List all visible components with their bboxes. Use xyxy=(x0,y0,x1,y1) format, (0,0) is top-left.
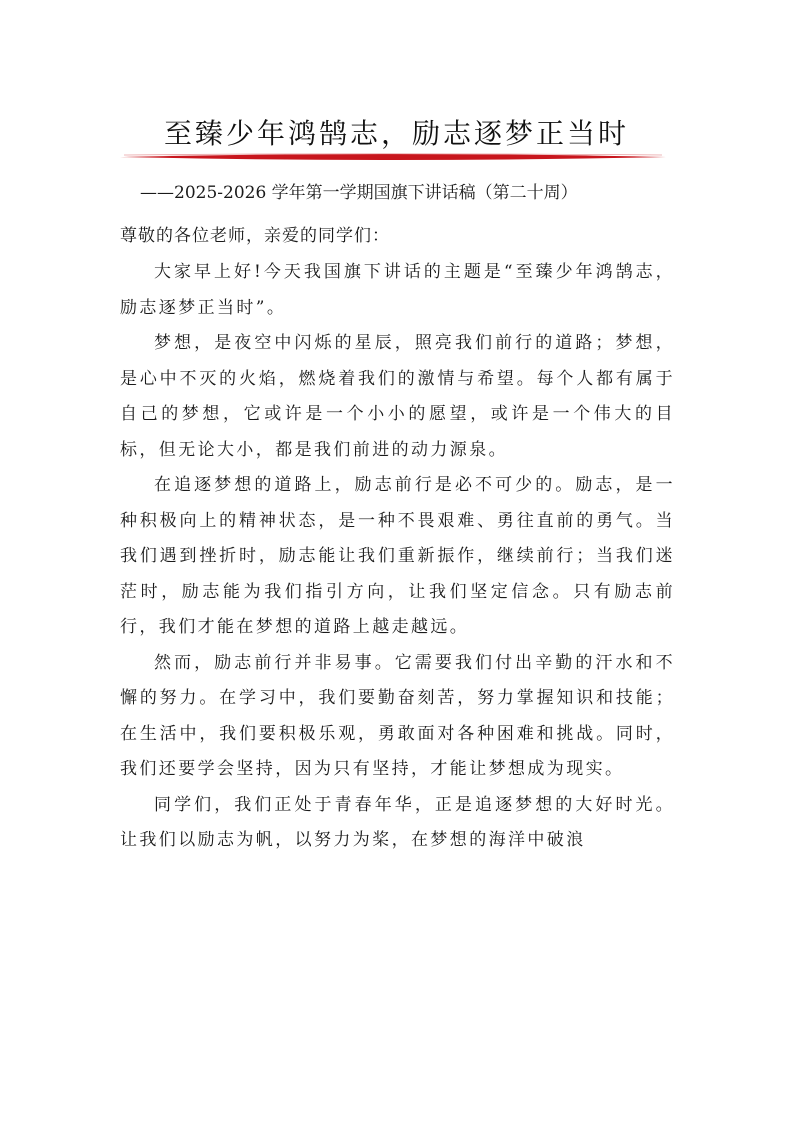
paragraph: 梦想，是夜空中闪烁的星辰，照亮我们前行的道路；梦想，是心中不灭的火焰，燃烧着我们的激情与希望。每个人都有属于自己的梦想，它或许是一个小小的愿望，或许是一个伟大的目标，但无论大小，都是我们前进的动力源泉。 xyxy=(120,333,675,460)
paragraph: 同学们，我们正处于青春年华，正是追逐梦想的大好时光。让我们以励志为帆，以努力为桨，在梦想的海洋中破浪 xyxy=(120,794,675,850)
page-title: 至臻少年鸿鹄志，励志逐梦正当时 xyxy=(163,117,629,150)
title-underline xyxy=(118,150,668,164)
paragraph: 在追逐梦想的道路上，励志前行是必不可少的。励志，是一种积极向上的精神状态，是一种不畏艰难、勇往直前的勇气。当我们遇到挫折时，励志能让我们重新振作，继续前行；当我们迷茫时，励志能为我们指引方向，让我们坚定信念。只有励志前行，我们才能在梦想的道路上越走越远。 xyxy=(120,475,675,637)
speech-body xyxy=(120,255,675,859)
subtitle: ——2025-2026 学年第一学期国旗下讲话稿（第二十周） xyxy=(140,183,578,203)
greeting: 尊敬的各位老师，亲爱的同学们： xyxy=(120,226,390,246)
paragraph: 然而，励志前行并非易事。它需要我们付出辛勤的汗水和不懈的努力。在学习中，我们要勤奋刻苦，努力掌握知识和技能；在生活中，我们要积极乐观，勇敢面对各种困难和挑战。同时，我们还要学会坚持，因为只有坚持，才能让梦想成为现实。 xyxy=(120,652,675,779)
paragraph: 大家早上好!今天我国旗下讲话的主题是“至臻少年鸿鹄志，励志逐梦正当时”。 xyxy=(120,262,675,318)
